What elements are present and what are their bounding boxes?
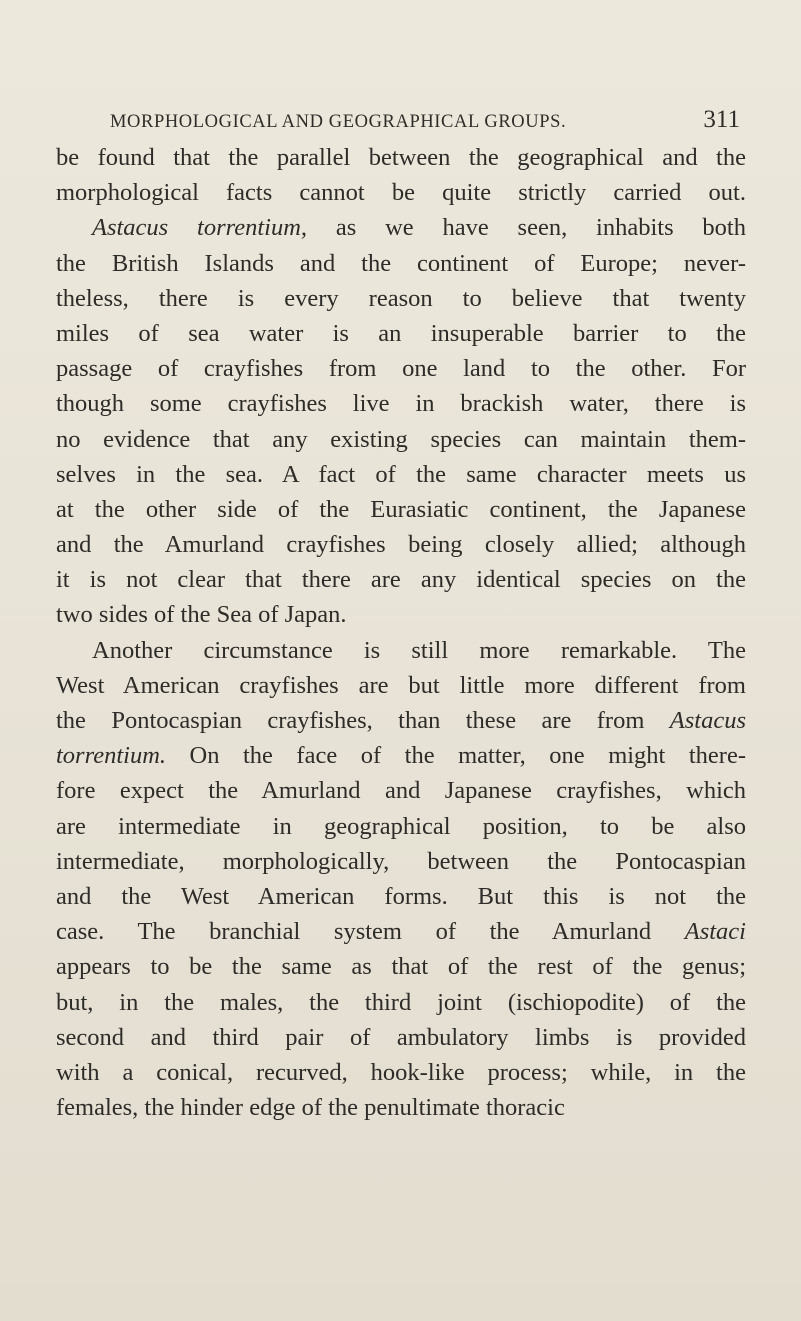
text-segment: it is not clear that there are any identical species on the bbox=[56, 566, 746, 594]
text-line bbox=[56, 1020, 746, 1055]
text-segment: no evidence that any existing species can maintain them- bbox=[56, 425, 746, 453]
running-head: MORPHOLOGICAL AND GEOGRAPHICAL GROUPS. bbox=[110, 112, 567, 132]
text-segment: two sides of the Sea of Japan. bbox=[56, 601, 347, 629]
body-text bbox=[56, 140, 746, 1125]
text-segment: and the Amurland crayfishes being closely allied; although bbox=[56, 531, 746, 559]
text-line bbox=[56, 386, 746, 421]
text-line bbox=[56, 1090, 746, 1125]
text-line bbox=[56, 949, 746, 984]
text-segment: females, the hinder edge of the penultimate thoracic bbox=[56, 1094, 565, 1122]
text-line bbox=[56, 175, 746, 210]
page-number: 311 bbox=[703, 106, 740, 133]
text-segment: are intermediate in geographical position, to be also bbox=[56, 812, 746, 840]
italic-text: Astacus torrentium, bbox=[92, 214, 308, 242]
text-segment: but, in the males, the third joint (ischiopodite) of the bbox=[56, 988, 746, 1016]
text-segment: West American crayfishes are but little more different from bbox=[56, 671, 746, 699]
text-segment: selves in the sea. A fact of the same character meets us bbox=[56, 460, 746, 488]
text-line bbox=[56, 597, 746, 632]
text-line bbox=[56, 210, 746, 245]
text-segment: with a conical, recurved, hook-like process; while, in the bbox=[56, 1058, 746, 1086]
text-segment: passage of crayfishes from one land to the other. For bbox=[56, 355, 746, 383]
text-segment: as we have seen, inhabits both bbox=[307, 214, 746, 242]
text-segment: miles of sea water is an insuperable barrier to the bbox=[56, 319, 746, 347]
text-line bbox=[56, 703, 746, 738]
text-line bbox=[56, 527, 746, 562]
text-line bbox=[56, 1055, 746, 1090]
text-segment: fore expect the Amurland and Japanese crayfishes, which bbox=[56, 777, 746, 805]
italic-text: Astacus bbox=[669, 707, 746, 734]
text-line bbox=[56, 985, 746, 1020]
text-line bbox=[56, 668, 746, 703]
text-line bbox=[56, 562, 746, 597]
text-line bbox=[56, 633, 746, 668]
text-line bbox=[56, 809, 746, 844]
text-line bbox=[56, 844, 746, 879]
text-line bbox=[56, 492, 746, 527]
text-segment: theless, there is every reason to believe that twenty bbox=[56, 284, 746, 312]
text-segment: Another circumstance is still more remarkable. The bbox=[92, 636, 746, 664]
text-segment: morphological facts cannot be quite strictly carried out. bbox=[56, 179, 746, 207]
italic-text: Astaci bbox=[684, 918, 746, 946]
text-line bbox=[56, 351, 746, 386]
text-line bbox=[56, 422, 746, 457]
text-line bbox=[56, 316, 746, 351]
text-segment: be found that the parallel between the geographical and the bbox=[56, 144, 746, 171]
text-segment: the Pontocaspian crayfishes, than these are from bbox=[56, 707, 670, 734]
text-segment: appears to be the same as that of the rest of the genus; bbox=[56, 953, 746, 981]
text-line bbox=[56, 140, 746, 175]
text-segment: On the face of the matter, one might there- bbox=[166, 742, 746, 770]
page-header bbox=[110, 106, 740, 138]
text-line bbox=[56, 879, 746, 914]
text-segment: the British Islands and the continent of Europe; never- bbox=[56, 249, 746, 277]
text-segment: case. The branchial system of the Amurland bbox=[56, 918, 685, 946]
italic-text: torrentium. bbox=[56, 742, 167, 770]
text-segment: though some crayfishes live in brackish water, there is bbox=[56, 390, 746, 418]
text-line bbox=[56, 281, 746, 316]
text-line bbox=[56, 457, 746, 492]
text-line bbox=[56, 914, 746, 949]
text-line bbox=[56, 246, 746, 281]
text-line bbox=[56, 738, 746, 773]
text-segment: at the other side of the Eurasiatic continent, the Japanese bbox=[56, 495, 746, 523]
text-line bbox=[56, 773, 746, 808]
text-segment: and the West American forms. But this is not the bbox=[56, 882, 746, 910]
text-segment: second and third pair of ambulatory limbs is provided bbox=[56, 1023, 746, 1051]
text-segment: intermediate, morphologically, between the Pontocaspian bbox=[56, 847, 746, 875]
